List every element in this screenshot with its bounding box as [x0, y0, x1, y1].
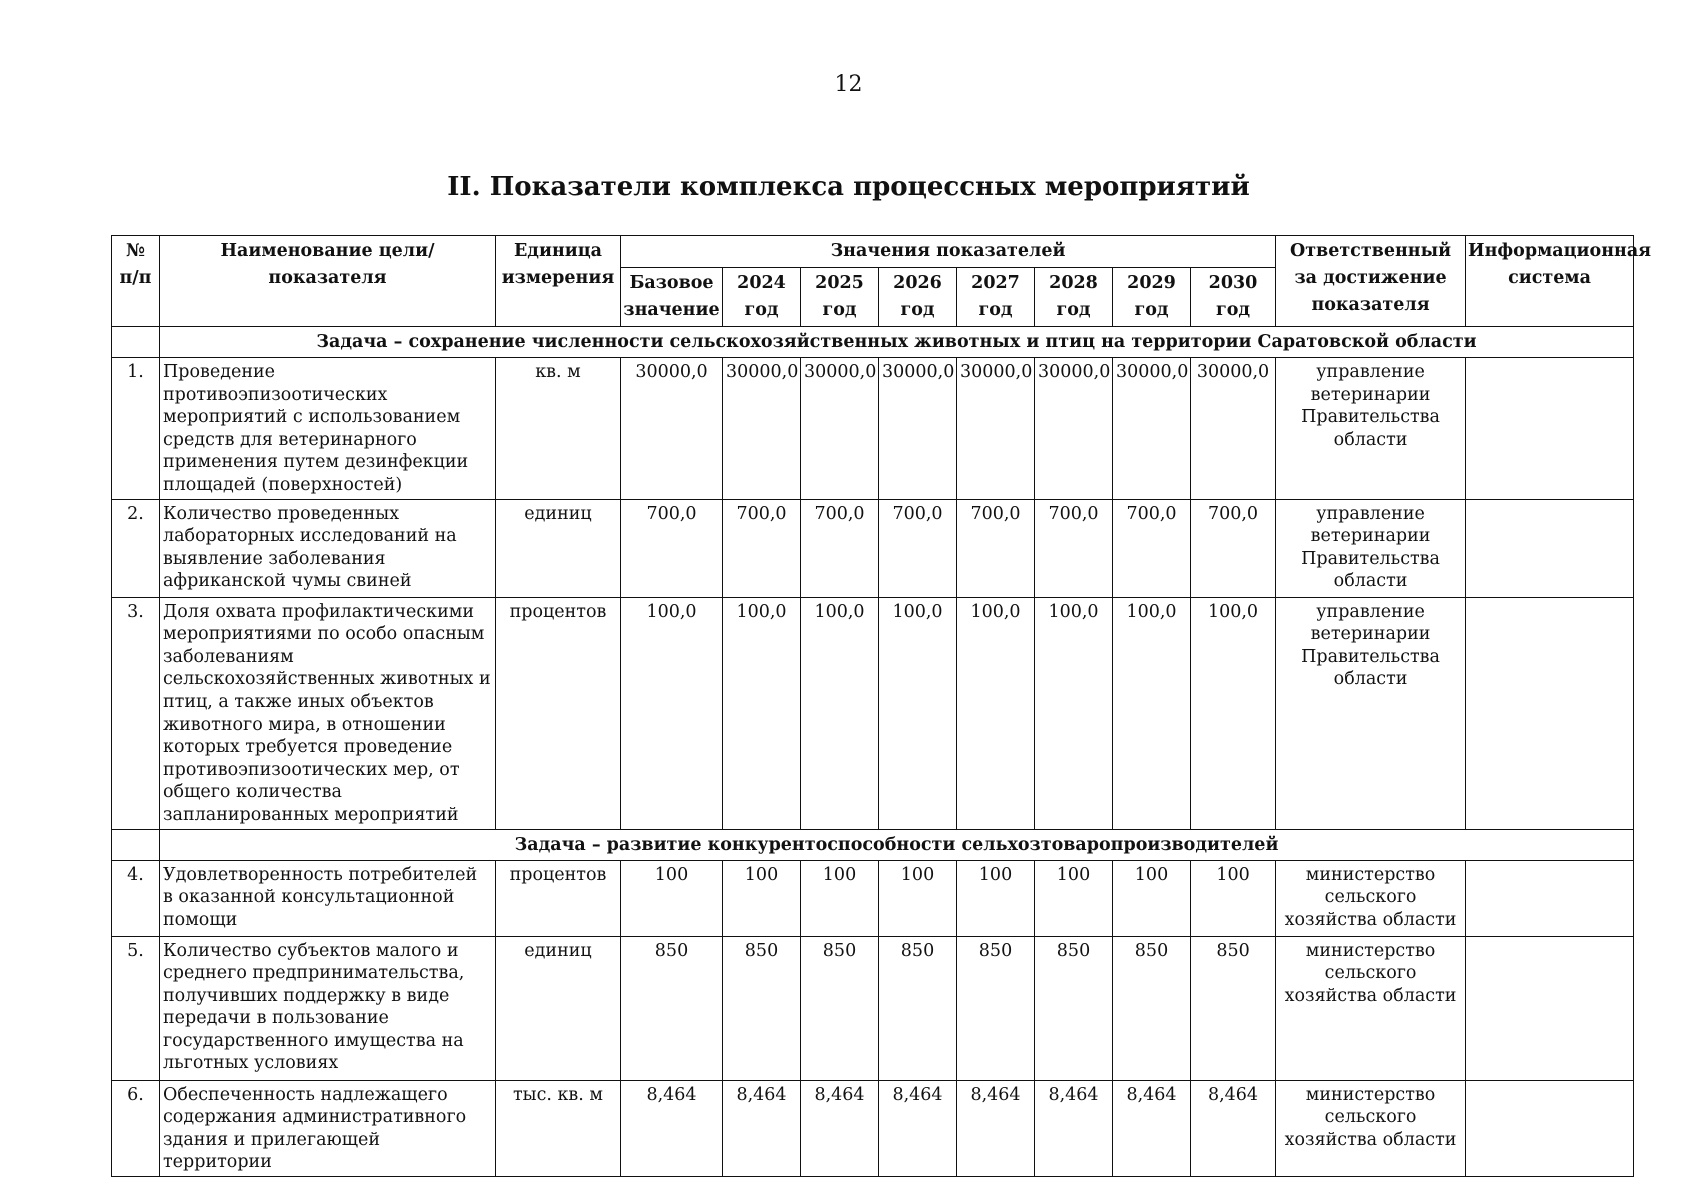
header-2030: 2030 год: [1191, 268, 1276, 327]
row-value-2030: 850: [1191, 936, 1276, 1080]
task-spacer: [112, 327, 160, 358]
row-value-2030: 30000,0: [1191, 358, 1276, 500]
row-value-2024: 100: [723, 860, 801, 936]
row-info-system: [1466, 358, 1634, 500]
row-value-2024: 30000,0: [723, 358, 801, 500]
row-name: Проведение противоэпизоотических мероприятий с использованием средств для ветеринарного применения путем дезинфекции площадей (поверхностей): [160, 358, 496, 500]
row-unit: процентов: [496, 597, 621, 829]
row-num: 4.: [112, 860, 160, 936]
header-info-system: Информационная система: [1466, 236, 1634, 327]
row-value-2028: 100,0: [1035, 597, 1113, 829]
header-base: Базовое значение: [621, 268, 723, 327]
row-value-2028: 30000,0: [1035, 358, 1113, 500]
row-value-2029: 30000,0: [1113, 358, 1191, 500]
row-value-2027: 700,0: [957, 499, 1035, 597]
row-value-2026: 8,464: [879, 1080, 957, 1176]
row-value-base: 700,0: [621, 499, 723, 597]
row-unit: тыс. кв. м: [496, 1080, 621, 1176]
row-num: 6.: [112, 1080, 160, 1176]
table-header: [112, 236, 1652, 327]
row-name: Обеспеченность надлежащего содержания административного здания и прилегающей территории: [160, 1080, 496, 1176]
row-responsible: министерство сельского хозяйства области: [1276, 1080, 1466, 1176]
row-value-base: 100: [621, 860, 723, 936]
row-responsible: министерство сельского хозяйства области: [1276, 936, 1466, 1080]
row-info-system: [1466, 499, 1634, 597]
row-value-2025: 100: [801, 860, 879, 936]
table-row: [112, 860, 1634, 936]
header-2028: 2028 год: [1035, 268, 1113, 327]
header-name: Наименование цели/показателя: [160, 236, 496, 327]
row-name: Доля охвата профилактическими мероприятиями по особо опасным заболеваниям сельскохозяйственных животных и птиц, а также иных объектов животного мира, в отношении которых требуется проведение противоэпизоотических мер, от общего количества запланированных мероприятий: [160, 597, 496, 829]
row-unit: кв. м: [496, 358, 621, 500]
row-value-2027: 100,0: [957, 597, 1035, 829]
row-num: 3.: [112, 597, 160, 829]
row-value-2025: 100,0: [801, 597, 879, 829]
task-title: Задача – развитие конкурентоспособности сельхозтоваропроизводителей: [160, 829, 1634, 860]
header-2026: 2026 год: [879, 268, 957, 327]
table-row: [112, 499, 1634, 597]
row-value-2027: 850: [957, 936, 1035, 1080]
row-value-2029: 100,0: [1113, 597, 1191, 829]
row-name: Удовлетворенность потребителей в оказанной консультационной помощи: [160, 860, 496, 936]
row-value-2029: 700,0: [1113, 499, 1191, 597]
row-value-2028: 700,0: [1035, 499, 1113, 597]
row-name: Количество проведенных лабораторных исследований на выявление заболевания африканской чумы свиней: [160, 499, 496, 597]
header-num: № п/п: [112, 236, 160, 327]
row-value-2030: 8,464: [1191, 1080, 1276, 1176]
row-value-2025: 850: [801, 936, 879, 1080]
page-title: II. Показатели комплекса процессных мероприятий: [447, 172, 1250, 202]
row-unit: единиц: [496, 936, 621, 1080]
row-value-2029: 850: [1113, 936, 1191, 1080]
row-value-2029: 8,464: [1113, 1080, 1191, 1176]
table-row: [112, 1080, 1634, 1176]
row-value-2025: 30000,0: [801, 358, 879, 500]
row-value-2027: 8,464: [957, 1080, 1035, 1176]
row-value-2028: 100: [1035, 860, 1113, 936]
task-title: Задача – сохранение численности сельскохозяйственных животных и птиц на территории Саратовской области: [160, 327, 1634, 358]
row-value-2026: 100,0: [879, 597, 957, 829]
row-value-2025: 700,0: [801, 499, 879, 597]
header-2029: 2029 год: [1113, 268, 1191, 327]
row-info-system: [1466, 1080, 1634, 1176]
row-value-2030: 100,0: [1191, 597, 1276, 829]
row-name: Количество субъектов малого и среднего предпринимательства, получивших поддержку в виде передачи в пользование государственного имущества на льготных условиях: [160, 936, 496, 1080]
row-num: 2.: [112, 499, 160, 597]
table-row: [112, 358, 1634, 500]
row-value-base: 850: [621, 936, 723, 1080]
header-unit: Единица измерения: [496, 236, 621, 327]
row-value-2027: 30000,0: [957, 358, 1035, 500]
row-value-2025: 8,464: [801, 1080, 879, 1176]
row-unit: единиц: [496, 499, 621, 597]
header-values-group: Значения показателей: [621, 236, 1276, 268]
table-row: [112, 936, 1634, 1080]
row-info-system: [1466, 597, 1634, 829]
row-value-2028: 8,464: [1035, 1080, 1113, 1176]
row-value-2027: 100: [957, 860, 1035, 936]
row-info-system: [1466, 936, 1634, 1080]
row-value-2030: 100: [1191, 860, 1276, 936]
row-value-base: 100,0: [621, 597, 723, 829]
row-value-2026: 30000,0: [879, 358, 957, 500]
row-value-base: 8,464: [621, 1080, 723, 1176]
row-num: 1.: [112, 358, 160, 500]
row-responsible: управление ветеринарии Правительства области: [1276, 358, 1466, 500]
row-value-2028: 850: [1035, 936, 1113, 1080]
row-value-2024: 850: [723, 936, 801, 1080]
row-unit: процентов: [496, 860, 621, 936]
row-value-2029: 100: [1113, 860, 1191, 936]
row-value-2024: 100,0: [723, 597, 801, 829]
table-body: [112, 327, 1634, 1177]
header-2025: 2025 год: [801, 268, 879, 327]
row-responsible: управление ветеринарии Правительства области: [1276, 499, 1466, 597]
row-value-2024: 8,464: [723, 1080, 801, 1176]
table-row: [112, 597, 1634, 829]
row-value-2024: 700,0: [723, 499, 801, 597]
row-num: 5.: [112, 936, 160, 1080]
indicators-table: [111, 235, 1652, 1177]
page-number: 12: [834, 72, 863, 97]
row-value-2030: 700,0: [1191, 499, 1276, 597]
row-value-2026: 850: [879, 936, 957, 1080]
row-value-2026: 100: [879, 860, 957, 936]
row-responsible: министерство сельского хозяйства области: [1276, 860, 1466, 936]
row-value-2026: 700,0: [879, 499, 957, 597]
header-responsible: Ответственный за достижение показателя: [1276, 236, 1466, 327]
header-2024: 2024 год: [723, 268, 801, 327]
row-info-system: [1466, 860, 1634, 936]
row-value-base: 30000,0: [621, 358, 723, 500]
row-responsible: управление ветеринарии Правительства области: [1276, 597, 1466, 829]
header-2027: 2027 год: [957, 268, 1035, 327]
task-spacer: [112, 829, 160, 860]
